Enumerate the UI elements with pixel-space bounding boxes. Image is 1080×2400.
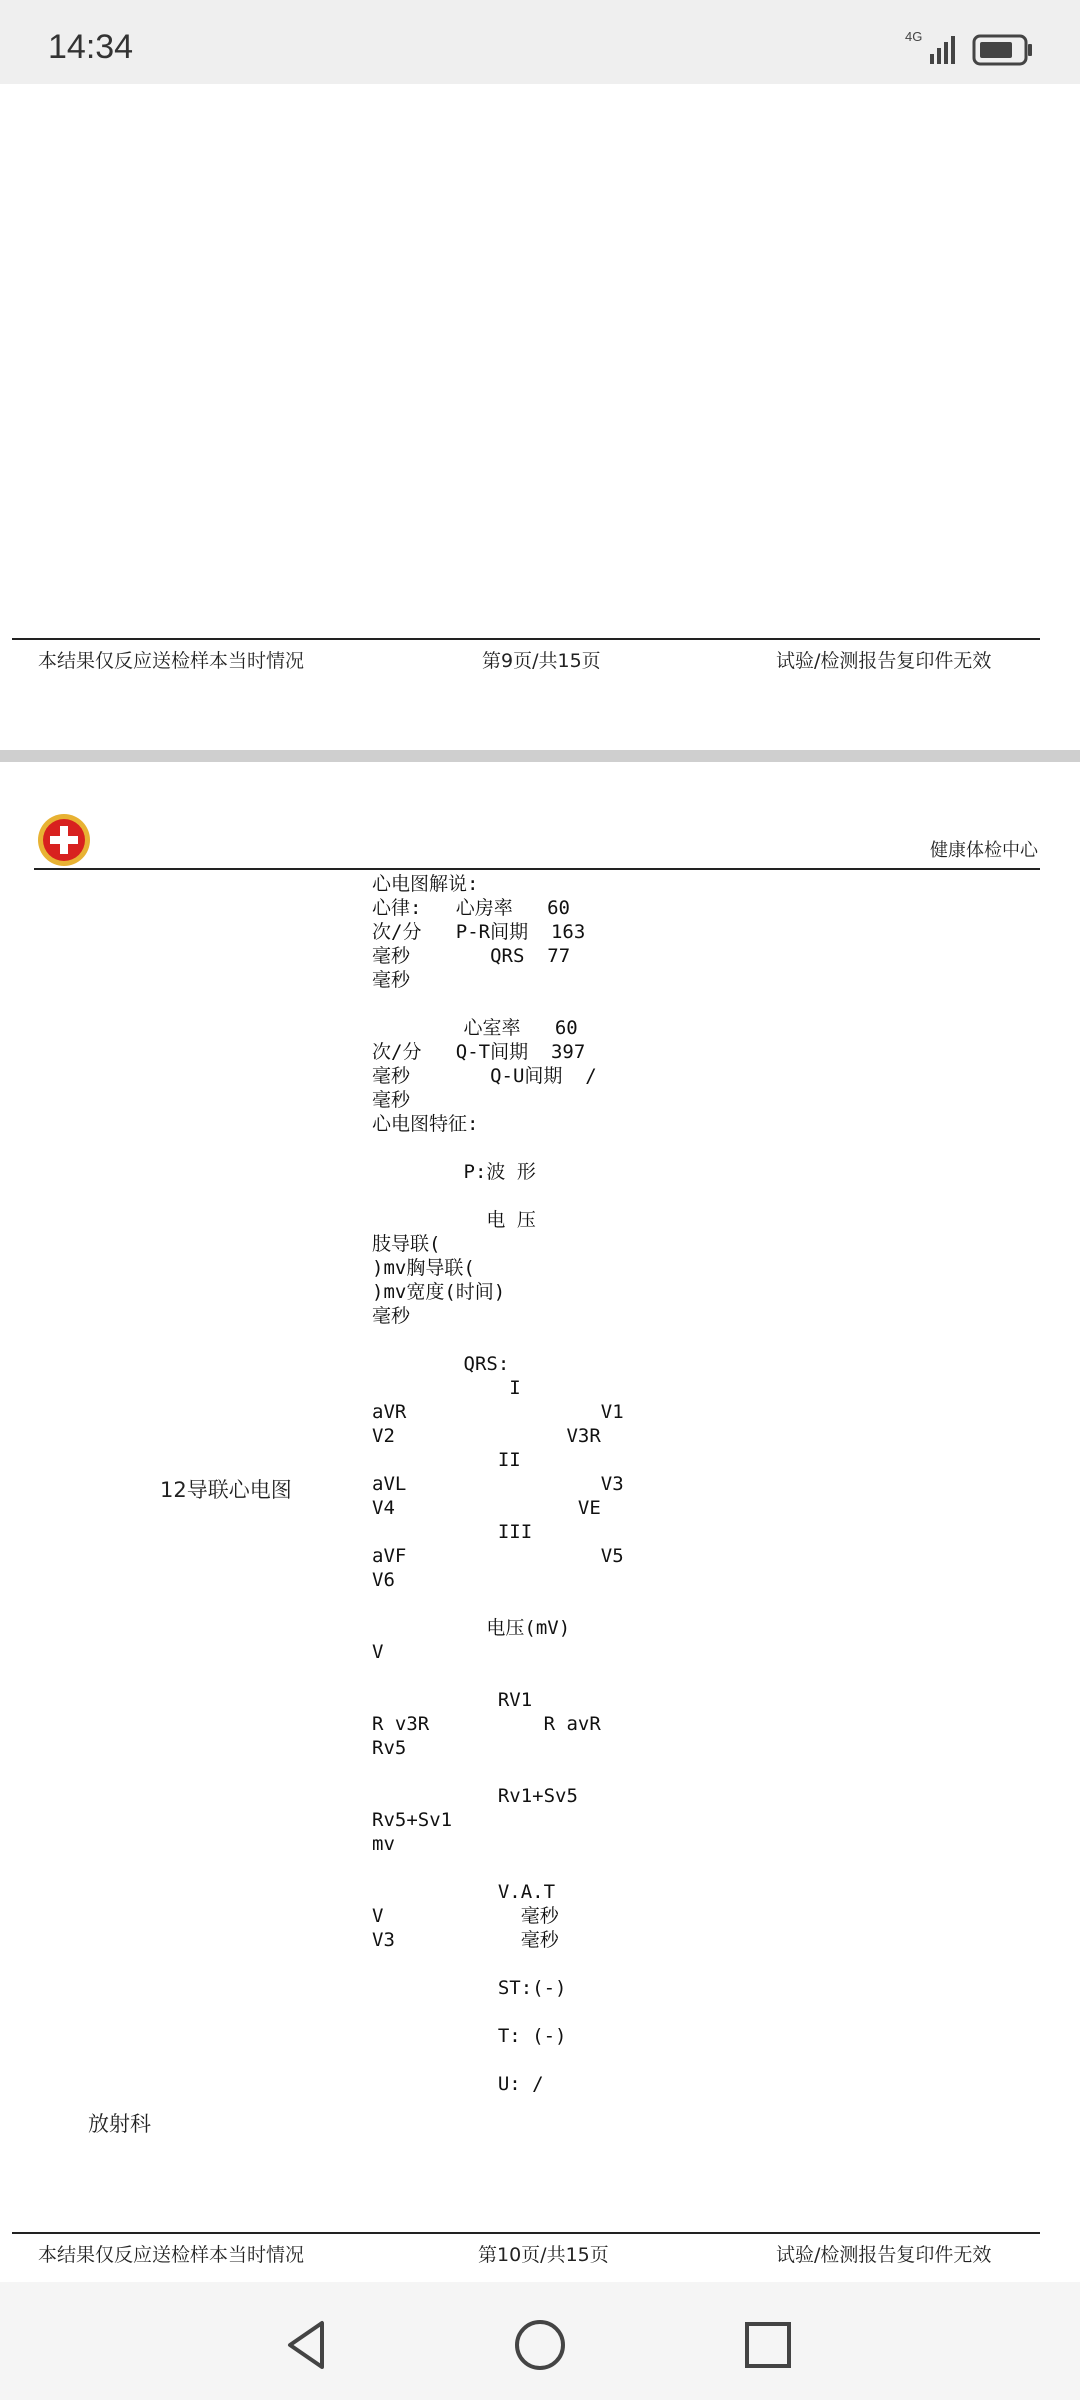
page9-footer-rule <box>12 638 1040 640</box>
page9-footer-left: 本结果仅反应送检样本当时情况 <box>38 650 305 672</box>
section-title: 12导联心电图 <box>160 1478 292 1502</box>
status-bar <box>0 0 1080 84</box>
ecg-report-text: 心电图解说: 心律: 心房率 60 次/分 P-R间期 163 毫秒 QRS 77 毫秒 心室率 60 次/分 Q-T间期 397 毫秒 Q-U间期 / 毫秒 心电图特征: P:波 形 电 压 肢导联( )mv胸导联( )mv宽度(时间) 毫秒 QRS: I aVR V1 V2 V3R II aVL V3 V4 VE III aVF V5 V6 电压(mV) V RV1 R v3R R avR Rv5 Rv1+Sv5 Rv5+Sv1 mv V.A.T V 毫秒 V3 毫秒 ST:(-) T: (-) U: / <box>372 873 624 2095</box>
page9-footer-right: 试验/检测报告复印件无效 <box>776 650 992 672</box>
home-icon[interactable] <box>510 2315 570 2375</box>
signal-icon <box>928 32 962 66</box>
page9-footer-center: 第9页/共15页 <box>482 650 601 672</box>
page10-footer-left: 本结果仅反应送检样本当时情况 <box>38 2244 305 2266</box>
page10-footer-center: 第10页/共15页 <box>478 2244 609 2266</box>
header-rule <box>34 868 1040 870</box>
status-time: 14:34 <box>48 28 134 66</box>
back-icon[interactable] <box>278 2315 338 2375</box>
page10-footer-rule <box>12 2232 1040 2234</box>
page-divider <box>0 750 1080 762</box>
page10-footer-right: 试验/检测报告复印件无效 <box>776 2244 992 2266</box>
department-label: 放射科 <box>88 2112 151 2136</box>
red-cross-logo-icon <box>36 812 92 868</box>
network-type: 4G <box>905 29 923 44</box>
battery-icon <box>972 34 1034 66</box>
recents-icon[interactable] <box>738 2315 798 2375</box>
header-institution: 健康体检中心 <box>930 840 1038 861</box>
